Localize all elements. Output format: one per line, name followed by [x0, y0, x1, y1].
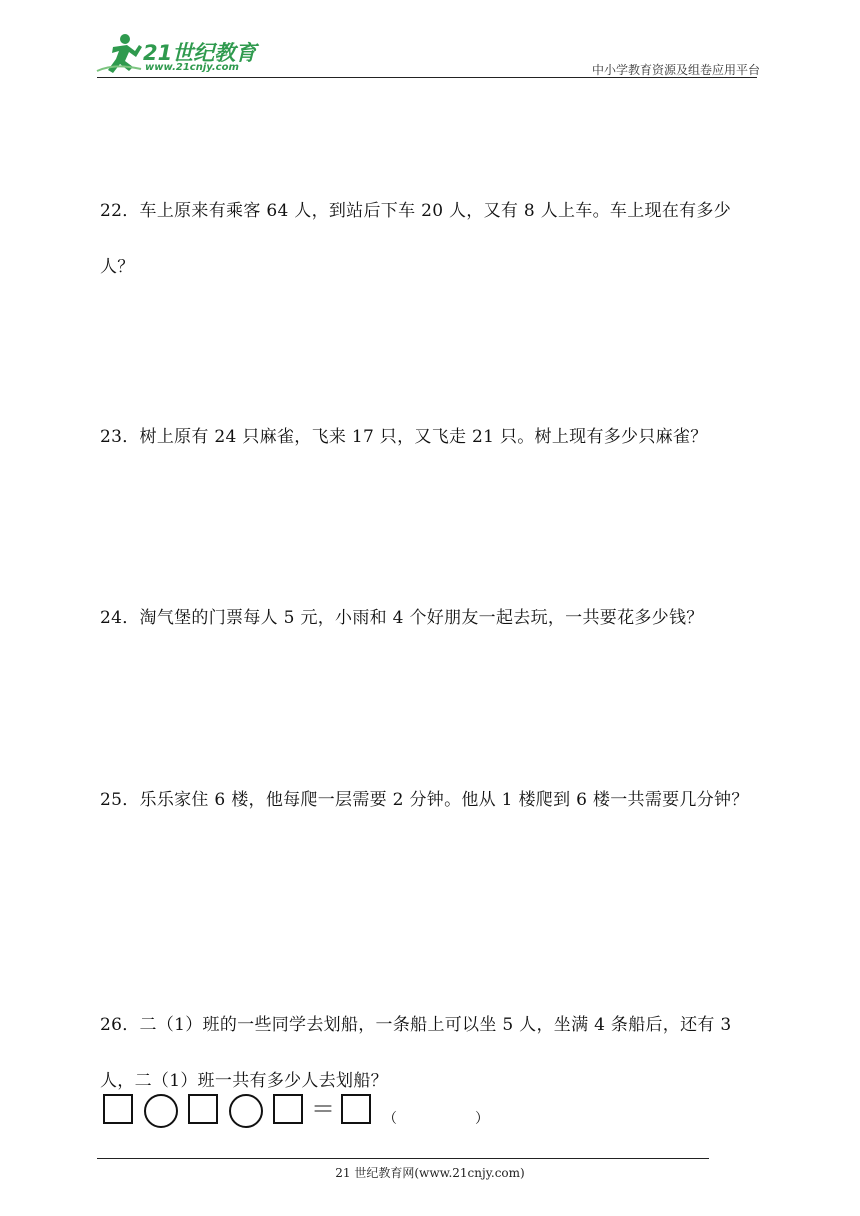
footer-divider [97, 1158, 709, 1159]
question-22: 22．车上原来有乘客 64 人，到站后下车 20 人，又有 8 人上车。车上现在有多少人？ [100, 201, 732, 277]
header-divider [97, 77, 757, 78]
header-tagline: 中小学教育资源及组卷应用平台 [591, 63, 760, 77]
logo [95, 33, 265, 77]
equation-template [103, 1094, 523, 1130]
equals-sign: ＝ [311, 1095, 335, 1123]
logo-url: www.21cnjy.com [145, 62, 239, 73]
question-25: 25．乐乐家住 6 楼，他每爬一层需要 2 分钟。他从 1 楼爬到 6 楼一共需要几分钟？ [100, 790, 749, 810]
operator-circle[interactable] [144, 1094, 178, 1128]
operator-circle[interactable] [229, 1094, 263, 1128]
answer-box[interactable] [273, 1094, 303, 1124]
question-23: 23．树上原有 24 只麻雀，飞来 17 只，又飞走 21 只。树上现有多少只麻雀？ [100, 427, 708, 447]
page-footer: 21 世纪教育网(www.21cnjy.com) [335, 1166, 525, 1180]
runner-icon [95, 33, 143, 77]
page-header [0, 0, 860, 80]
question-24: 24．淘气堡的门票每人 5 元，小雨和 4 个好朋友一起去玩，一共要花多少钱？ [100, 608, 704, 628]
answer-box[interactable] [188, 1094, 218, 1124]
unit-paren-open: （ [383, 1111, 397, 1127]
answer-box[interactable] [103, 1094, 133, 1124]
question-26: 26．二（1）班的一些同学去划船，一条船上可以坐 5 人，坐满 4 条船后，还有 3 人，二（1）班一共有多少人去划船？ [100, 1015, 732, 1091]
logo-text: 21世纪教育 [143, 41, 257, 65]
result-box[interactable] [341, 1094, 371, 1124]
unit-paren-close: ） [475, 1111, 489, 1127]
